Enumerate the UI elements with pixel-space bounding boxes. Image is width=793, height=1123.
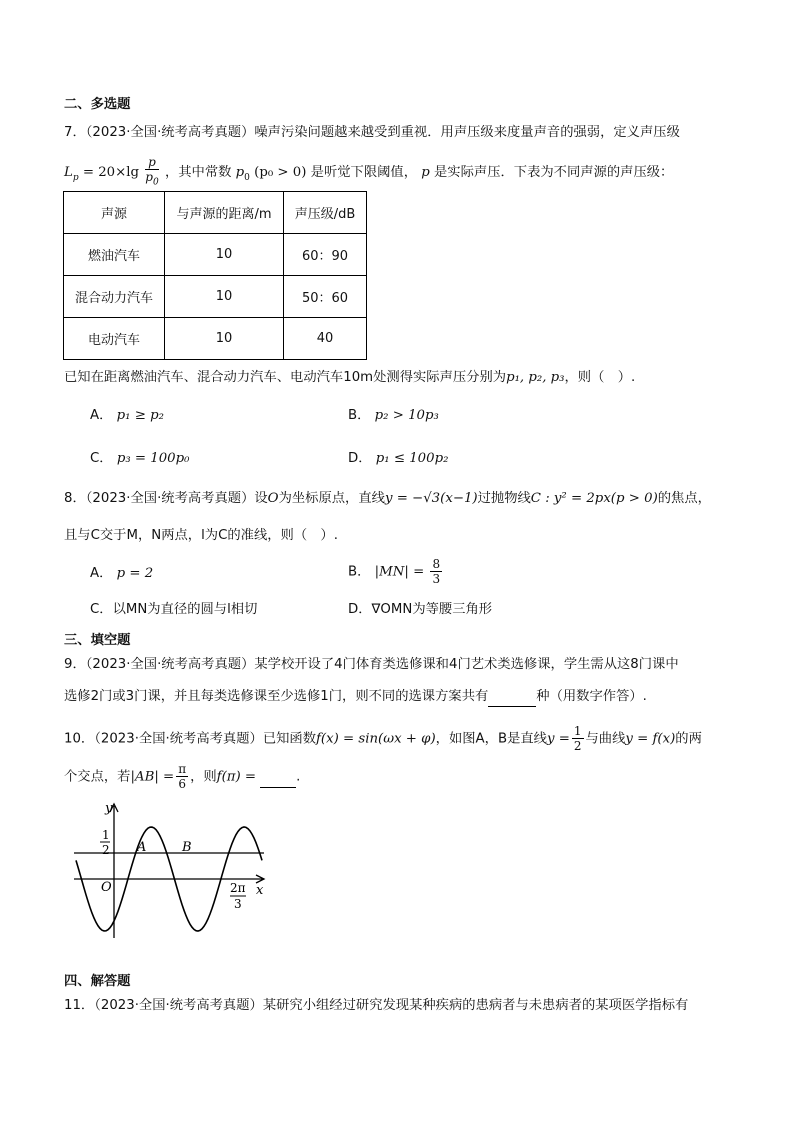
- x-tick-den: 3: [234, 897, 242, 911]
- q10-line1: [64, 724, 702, 753]
- q7-def-mid: ，其中常数: [164, 165, 232, 181]
- q8-option-d: D．∇OMN为等腰三角形: [348, 602, 493, 617]
- q10-pi6: [176, 762, 188, 791]
- q8-text: 过抛物线: [477, 491, 531, 506]
- frac-den: 3: [432, 572, 441, 586]
- q9-text: 选修2门或3门课，并且每类选修课至少选修1门，则不同的选课方案共有: [64, 689, 489, 704]
- section-heading-fill: 三、填空题: [64, 633, 131, 648]
- frac-den: 6: [178, 777, 186, 791]
- option-label: A．: [90, 566, 113, 581]
- q7-known: [64, 369, 635, 387]
- y-tick-den: 2: [102, 843, 110, 857]
- table-cell: 60：90: [284, 234, 367, 276]
- q8-text: 8．（2023·全国·统考高考真题）设: [64, 491, 268, 506]
- q7-option-d: [348, 450, 448, 468]
- table-cell: 混合动力汽车: [64, 276, 165, 318]
- table-row: [64, 234, 367, 276]
- option-label: A．: [90, 408, 113, 423]
- q7-def-suffix1: 是听觉下限阈值，: [310, 165, 418, 181]
- table-header-cell: 声压级/dB: [284, 192, 367, 234]
- q7-known-vars: p₁, p₂, p₃: [506, 370, 565, 385]
- frac-num: 8: [432, 557, 441, 571]
- q8-parabola: C : y² = 2px(p > 0): [530, 491, 658, 506]
- section-heading-multi: 二、多选题: [64, 97, 131, 112]
- q10-text: ，则: [190, 769, 217, 785]
- q10-text: .: [296, 769, 301, 785]
- y-tick-num: 1: [102, 828, 110, 842]
- table-cell: 10: [165, 234, 284, 276]
- table-header-row: [64, 192, 367, 234]
- q7-line1: 7．（2023·全国·统考高考真题）噪声污染问题越来越受到重视．用声压级来度量声音的强弱，定义声压级: [64, 125, 680, 140]
- q9-line1: 9．（2023·全国·统考高考真题）某学校开设了4门体育类选修课和4门艺术类选修课，学生需从这8门课中: [64, 657, 679, 672]
- answer-blank[interactable]: [488, 688, 536, 707]
- table-cell: 电动汽车: [64, 318, 165, 360]
- x-tick-num: 2π: [230, 881, 246, 895]
- q11-line1: 11．（2023·全国·统考高考真题）某研究小组经过研究发现某种疾病的患病者与未患病者的某项医学指标有: [64, 998, 689, 1013]
- point-b-label: B: [182, 840, 192, 855]
- q10-line2: [64, 762, 300, 791]
- table-cell: 40: [284, 318, 367, 360]
- table-header-cell: 声源: [64, 192, 165, 234]
- q8-line2: 且与C交于M，N两点，l为C的准线，则（ ）.: [64, 528, 338, 543]
- q7-def-prefix: = 20×lg: [82, 165, 140, 181]
- frac-den: 2: [573, 739, 582, 753]
- q10-yeq: y =: [546, 731, 570, 747]
- q8-option-a: [90, 565, 153, 583]
- table-cell: 50：60: [284, 276, 367, 318]
- q10-text: 10．（2023·全国·统考高考真题）已知函数: [64, 731, 317, 747]
- frac-num: π: [178, 762, 187, 776]
- q8-origin: O: [267, 491, 279, 506]
- origin-label: O: [101, 880, 112, 895]
- table-row: [64, 276, 367, 318]
- option-label: C．: [90, 451, 113, 466]
- y-axis-label: y: [105, 801, 113, 816]
- q7-fraction: $\frac{p}{p_0}$: [145, 155, 159, 188]
- q7-option-c: [90, 450, 190, 468]
- option-label: D．: [348, 451, 372, 466]
- q8-option-c: C．以MN为直径的圆与l相切: [90, 602, 258, 617]
- section-heading-answer: 四、解答题: [64, 974, 131, 989]
- q7-known-end: ，则（ ）.: [564, 370, 636, 385]
- table-header-cell: 与声源的距离/m: [165, 192, 284, 234]
- q10-text: 的两: [675, 731, 702, 747]
- q10-ab: |AB| =: [130, 769, 175, 785]
- x-axis-label: x: [256, 883, 264, 898]
- option-expr: p₁ ≤ 100p₂: [375, 451, 449, 466]
- table-cell: 10: [165, 318, 284, 360]
- q9-line2: [64, 688, 647, 707]
- q8-text: 为坐标原点，直线: [278, 491, 385, 506]
- option-expr: p = 2: [116, 566, 154, 581]
- table-cell: 10: [165, 276, 284, 318]
- q10-text: ，如图A，B是直线: [435, 731, 547, 747]
- option-expr: p₁ ≥ p₂: [116, 408, 164, 423]
- option-expr: p₃ = 100p₀: [116, 451, 190, 466]
- sine-graph: [64, 798, 274, 943]
- q7-known-text: 已知在距离燃油汽车、混合动力汽车、电动汽车10m处测得实际声压分别为: [64, 370, 507, 385]
- q10-text: 与曲线: [585, 731, 626, 747]
- q7-definition: $L_p = 20\times\lg$ $\frac{p}{p_0}$ ，其中常数 $p_0$ (p₀ > 0) 是听觉下限阈值， p 是实际声压．下表为不同声源的声压级：: [64, 155, 674, 188]
- answer-blank[interactable]: [260, 769, 296, 788]
- option-expr: p₂ > 10p₃: [374, 408, 439, 423]
- option-expr: |MN| =: [374, 564, 425, 580]
- q7-option-a: [90, 407, 164, 425]
- q7-option-b: [348, 407, 439, 425]
- q10-text: 个交点，若: [64, 769, 131, 785]
- option-label: B．: [348, 564, 371, 580]
- table-row: [64, 318, 367, 360]
- q8-line-eq: y = −√3(x−1): [384, 491, 478, 506]
- q10-fpi: f(π) =: [216, 769, 257, 785]
- table-cell: 燃油汽车: [64, 234, 165, 276]
- q7-def-cond: (p₀ > 0): [254, 165, 307, 181]
- q7-def-suffix2: 是实际声压．下表为不同声源的声压级：: [434, 165, 674, 181]
- q8-option-b: [348, 557, 444, 586]
- q9-text: 种（用数字作答）.: [536, 689, 647, 704]
- q10-curve: y = f(x): [625, 731, 676, 747]
- q8-line1: [64, 490, 711, 508]
- q10-half: [572, 724, 584, 753]
- q8-b-fraction: [430, 557, 442, 586]
- q10-func: f(x) = sin(ωx + φ): [316, 731, 436, 747]
- frac-num: 1: [573, 724, 582, 738]
- point-a-label: A: [137, 840, 147, 855]
- option-label: B．: [348, 408, 371, 423]
- sound-level-table: [63, 191, 367, 360]
- q8-text: 的焦点，: [657, 491, 711, 506]
